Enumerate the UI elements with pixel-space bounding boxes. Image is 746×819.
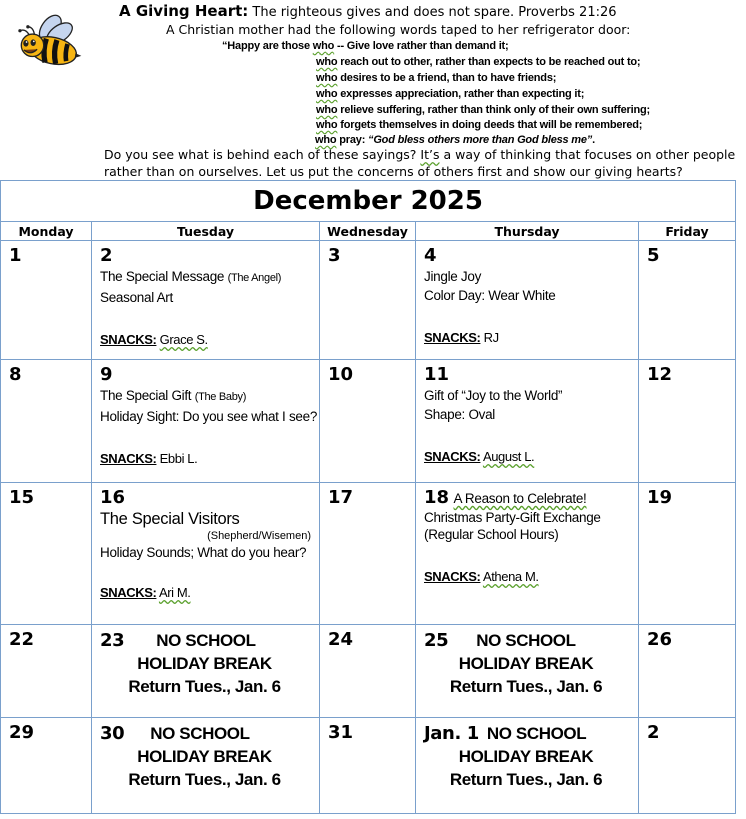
quote-line-7: who pray: “God bless others more than God bless me”. bbox=[315, 134, 595, 146]
closing-line-1: Do you see what is behind each of these sayings? It’s a way of thinking that focuses on other people bbox=[104, 147, 736, 162]
event-detail: Seasonal Art bbox=[100, 290, 173, 305]
day-cell-dec-19: 19 bbox=[639, 483, 736, 625]
day-cell-dec-25: 25 NO SCHOOL HOLIDAY BREAK Return Tues., Jan. 6 bbox=[416, 625, 639, 718]
header-section bbox=[0, 0, 746, 180]
day-cell-dec-29: 29 bbox=[1, 718, 92, 814]
no-school-label: NO SCHOOL bbox=[150, 724, 250, 743]
day-cell-dec-18: 18 A Reason to Celebrate! Christmas Party-Gift Exchange (Regular School Hours) SNACKS: Athena M. bbox=[416, 483, 639, 625]
day-cell-dec-4: 4 Jingle Joy Color Day: Wear White SNACKS: RJ bbox=[416, 241, 639, 360]
holiday-break-label: HOLIDAY BREAK bbox=[137, 747, 272, 766]
month-title: December 2025 bbox=[1, 181, 736, 222]
bee-icon bbox=[16, 8, 82, 76]
event-detail: Holiday Sight: Do you see what I see? bbox=[100, 409, 318, 424]
day-cell-dec-1: 1 bbox=[1, 241, 92, 360]
dow-wednesday: Wednesday bbox=[320, 222, 416, 241]
quote-line-6: who forgets themselves in doing deeds that will be remembered; bbox=[316, 119, 643, 131]
week-row-5 bbox=[1, 718, 736, 814]
no-school-label: NO SCHOOL bbox=[486, 724, 587, 743]
event-detail: Christmas Party-Gift Exchange bbox=[424, 510, 601, 525]
day-cell-dec-12: 12 bbox=[639, 360, 736, 483]
heading-verse: The righteous gives and does not spare. Proverbs 21:26 bbox=[248, 5, 617, 20]
heading-title: A Giving Heart: bbox=[119, 2, 249, 20]
quote-line-3: who desires to be a friend, than to have friends; bbox=[316, 72, 557, 84]
event-title: A Reason to Celebrate! bbox=[453, 491, 587, 506]
return-date-label: Return Tues., Jan. 6 bbox=[128, 677, 281, 696]
return-date-label: Return Tues., Jan. 6 bbox=[449, 770, 603, 789]
intro-text: A Christian mother had the following words taped to her refrigerator door: bbox=[166, 22, 631, 37]
day-cell-dec-26: 26 bbox=[639, 625, 736, 718]
closing-line-2: rather than on ourselves. Let us put the concerns of others first and show our giving hearts? bbox=[104, 164, 683, 179]
day-cell-jan-1: Jan. 1 NO SCHOOL HOLIDAY BREAK Return Tues., Jan. 6 bbox=[416, 718, 639, 814]
return-date-label: Return Tues., Jan. 6 bbox=[449, 677, 603, 696]
dow-tuesday: Tuesday bbox=[92, 222, 320, 241]
event-title: The Special Visitors bbox=[100, 510, 240, 528]
day-cell-dec-24: 24 bbox=[320, 625, 416, 718]
holiday-break-label: HOLIDAY BREAK bbox=[137, 654, 272, 673]
snack-assignment: SNACKS: Athena M. bbox=[424, 569, 539, 584]
dow-thursday: Thursday bbox=[416, 222, 639, 241]
quote-line-1: “Happy are those who -- Give love rather than demand it; bbox=[222, 40, 509, 52]
event-title: The Special Gift (The Baby) bbox=[100, 388, 247, 403]
event-subtitle: (Shepherd/Wisemen) bbox=[207, 530, 311, 542]
week-row-3 bbox=[1, 483, 736, 625]
return-date-label: Return Tues., Jan. 6 bbox=[128, 770, 281, 789]
snack-assignment: SNACKS: Ebbi L. bbox=[100, 451, 198, 466]
dow-monday: Monday bbox=[1, 222, 92, 241]
day-cell-dec-30: 30 NO SCHOOL HOLIDAY BREAK Return Tues., Jan. 6 bbox=[92, 718, 320, 814]
holiday-break-label: HOLIDAY BREAK bbox=[458, 747, 594, 766]
day-cell-dec-17: 17 bbox=[320, 483, 416, 625]
event-title: The Special Message (The Angel) bbox=[100, 269, 282, 284]
day-cell-dec-5: 5 bbox=[639, 241, 736, 360]
dow-friday: Friday bbox=[639, 222, 736, 241]
event-detail: Holiday Sounds; What do you hear? bbox=[100, 545, 307, 560]
day-cell-jan-2: 2 bbox=[639, 718, 736, 814]
day-cell-dec-8: 8 bbox=[1, 360, 92, 483]
event-title: Jingle Joy bbox=[424, 269, 482, 284]
day-cell-dec-9: 9 The Special Gift (The Baby) Holiday Sight: Do you see what I see? SNACKS: Ebbi L. bbox=[92, 360, 320, 483]
event-title: Gift of “Joy to the World” bbox=[424, 388, 563, 403]
event-detail: Color Day: Wear White bbox=[424, 288, 556, 303]
snack-assignment: SNACKS: Ari M. bbox=[100, 585, 191, 600]
day-cell-dec-10: 10 bbox=[320, 360, 416, 483]
snack-assignment: SNACKS: August L. bbox=[424, 449, 535, 464]
week-row-4 bbox=[1, 625, 736, 718]
event-detail: Shape: Oval bbox=[424, 407, 495, 422]
day-cell-dec-31: 31 bbox=[320, 718, 416, 814]
no-school-label: NO SCHOOL bbox=[156, 631, 256, 650]
day-cell-dec-23: 23 NO SCHOOL HOLIDAY BREAK Return Tues., Jan. 6 bbox=[92, 625, 320, 718]
holiday-break-label: HOLIDAY BREAK bbox=[458, 654, 594, 673]
calendar-table bbox=[0, 180, 736, 814]
day-cell-dec-3: 3 bbox=[320, 241, 416, 360]
day-cell-dec-16: 16 The Special Visitors (Shepherd/Wisemen) Holiday Sounds; What do you hear? SNACKS: Ari M. bbox=[92, 483, 320, 625]
day-cell-dec-22: 22 bbox=[1, 625, 92, 718]
event-hours: (Regular School Hours) bbox=[424, 527, 559, 542]
day-cell-dec-11: 11 Gift of “Joy to the World” Shape: Oval SNACKS: August L. bbox=[416, 360, 639, 483]
week-row-1 bbox=[1, 241, 736, 360]
quote-line-5: who relieve suffering, rather than think only of their own suffering; bbox=[316, 104, 650, 116]
day-cell-dec-2: 2 The Special Message (The Angel) Seasonal Art SNACKS: Grace S. bbox=[92, 241, 320, 360]
snack-assignment: SNACKS: Grace S. bbox=[100, 332, 208, 347]
no-school-label: NO SCHOOL bbox=[476, 631, 576, 650]
day-cell-dec-15: 15 bbox=[1, 483, 92, 625]
quote-line-4: who expresses appreciation, rather than expecting it; bbox=[316, 88, 585, 100]
heading bbox=[119, 2, 617, 20]
quote-line-2: who reach out to other, rather than expects to be reached out to; bbox=[316, 56, 641, 68]
snack-assignment: SNACKS: RJ bbox=[424, 330, 499, 345]
week-row-2 bbox=[1, 360, 736, 483]
